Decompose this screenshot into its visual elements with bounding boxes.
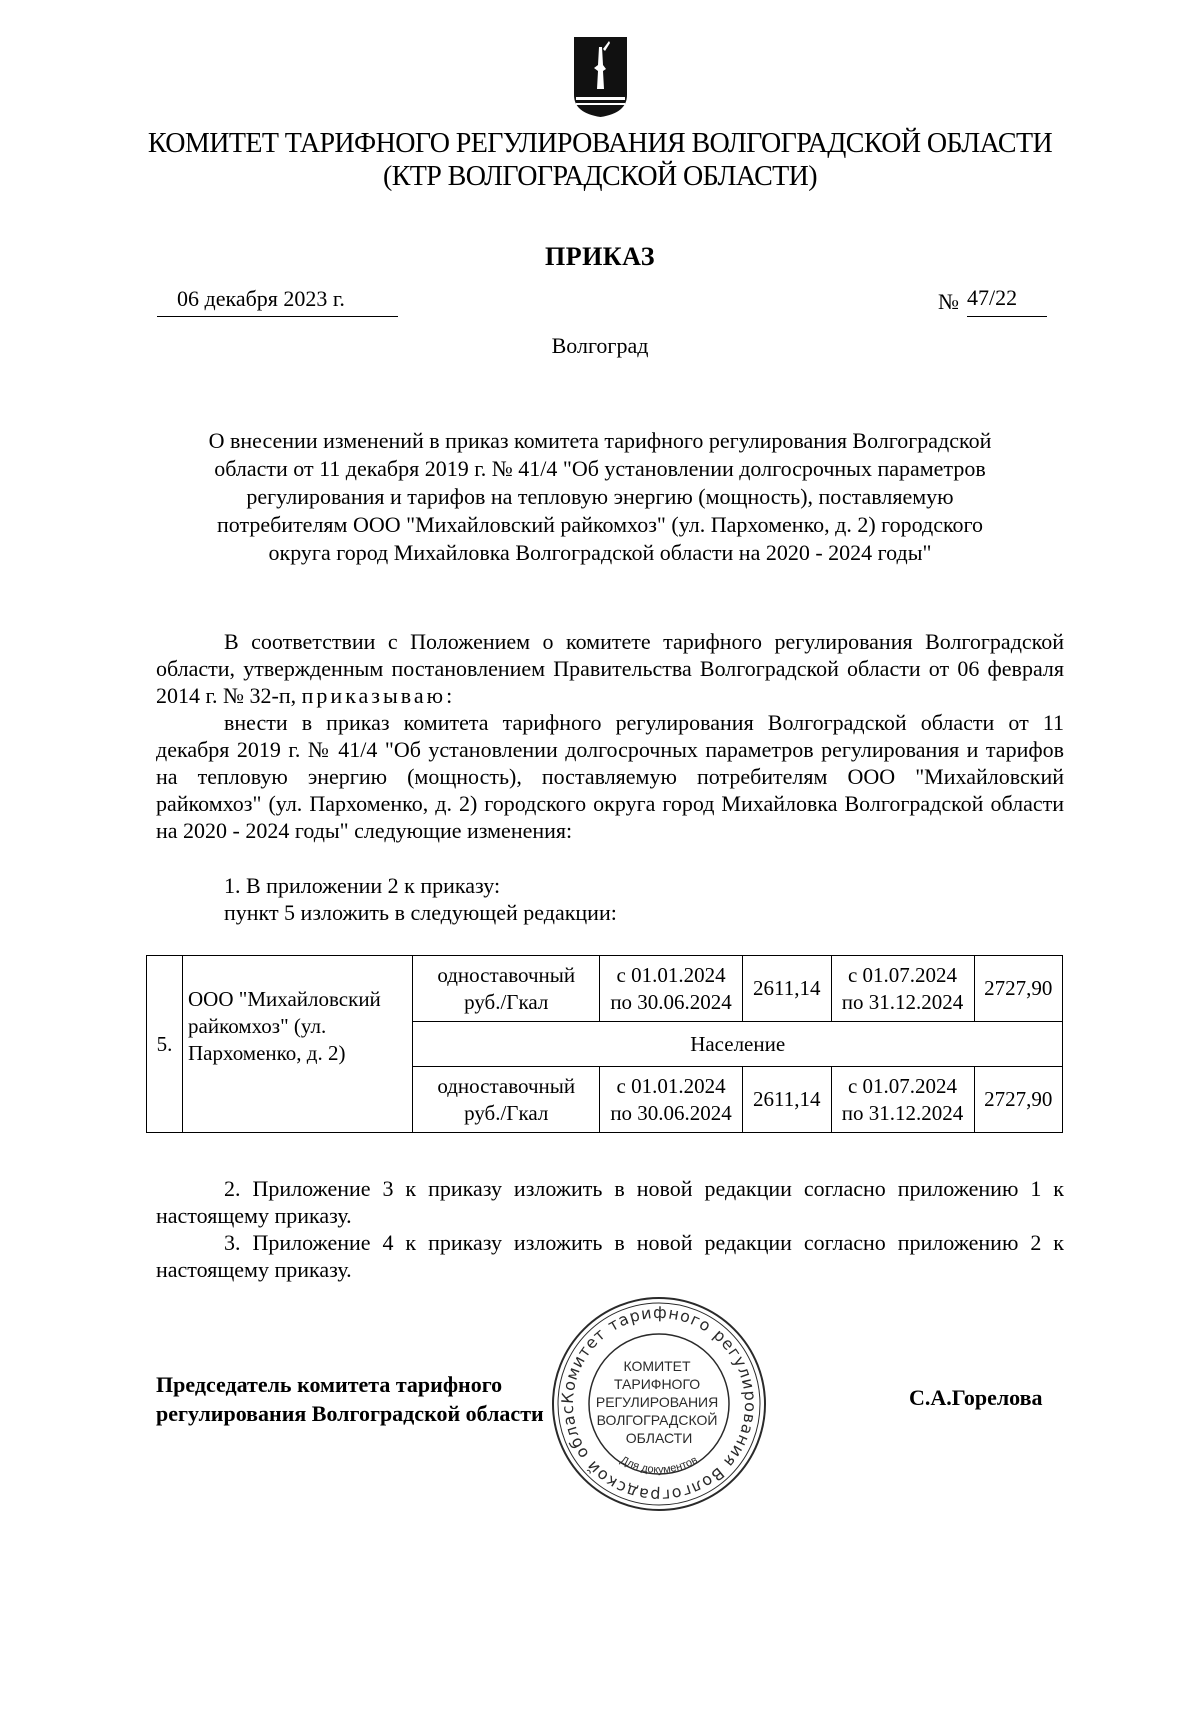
city: Волгоград: [551, 333, 649, 358]
period-to: по 30.06.2024: [610, 989, 732, 1014]
subject-line: регулирования и тарифов на тепловую энергию (мощность), поставляемую: [246, 484, 954, 509]
period-2-cell: [831, 1067, 974, 1133]
order-word: приказываю:: [301, 683, 456, 708]
group-label: Население: [413, 1022, 1063, 1067]
order-subject: [160, 427, 1040, 567]
period-from: с 01.07.2024: [847, 962, 958, 987]
coat-of-arms-icon: [572, 35, 629, 119]
value-1: 2611,14: [743, 1067, 831, 1133]
svg-text:КОМИТЕТ ТАРИФНОГО: [596, 1358, 722, 1446]
subject-line: области от 11 декабря 2019 г. № 41/4 "Об установлении долгосрочных параметров: [214, 456, 986, 481]
subject-line: О внесении изменений в приказ комитета тарифного регулирования Волгоградской: [208, 428, 992, 453]
stamp-bottom-text: Для документов: [618, 1454, 700, 1477]
organization-name: КОМИТЕТ ТАРИФНОГО РЕГУЛИРОВАНИЯ ВОЛГОГРАДСКОЙ ОБЛАСТИ: [147, 128, 1053, 159]
official-stamp: [548, 1293, 770, 1515]
page-title: ПРИКАЗ: [544, 242, 656, 271]
period-from: с 01.01.2024: [616, 962, 726, 987]
tariff-type: одноставочный: [437, 1073, 576, 1098]
change-intro-paragraph: внести в приказ комитета тарифного регулирования Волгоградской области от 11 декабря 2019 г. № 41/4 "Об установлении долгосрочных параметров регулирования и тарифов на тепловую энергию (мощность), поставляемую потребителям ООО "Михайловский райкомхоз" (ул. Пархоменко, д. 2) городского округа город Михайловка Волгоградской области на 2020 - 2024 годы" следующие изменения:: [156, 710, 1064, 843]
stamp-inner-line: ТАРИФНОГО: [613, 1376, 701, 1392]
signatory-name: С.А.Горелова: [909, 1385, 1043, 1410]
number-sign: №: [938, 289, 959, 314]
period-2-cell: [831, 956, 974, 1022]
tariff-unit: руб./Гкал: [464, 989, 549, 1014]
period-to: по 31.12.2024: [841, 989, 964, 1014]
stamp-outer-text: Комитет тарифного регулирования Волгоградской облас: [557, 1302, 761, 1506]
period-1-cell: [600, 1067, 743, 1133]
value-2: 2727,90: [974, 956, 1062, 1022]
item-1: 1. В приложении 2 к приказу:: [224, 873, 501, 898]
tariff-type: одноставочный: [437, 962, 576, 987]
item-2: 2. Приложение 3 к приказу изложить в новой редакции согласно приложению 1 к настоящему приказу.: [156, 1176, 1064, 1228]
period-1-cell: [600, 956, 743, 1022]
stamp-inner-line: РЕГУЛИРОВАНИЯ: [595, 1394, 719, 1410]
value-2: 2727,90: [974, 1067, 1062, 1133]
subject-line: потребителям ООО "Михайловский райкомхоз" (ул. Пархоменко, д. 2) городского: [216, 512, 984, 537]
intro-paragraph: [156, 628, 1064, 709]
stamp-inner-line: КОМИТЕТ: [623, 1358, 691, 1374]
row-number: 5.: [147, 956, 183, 1133]
position-line: регулирования Волгоградской области: [156, 1401, 544, 1426]
stamp-inner-line: ОБЛАСТИ: [625, 1430, 693, 1446]
table-row: [147, 956, 1063, 1022]
stamp-inner-line: ВОЛГОГРАДСКОЙ: [596, 1412, 718, 1428]
tariff-type-cell: [413, 956, 600, 1022]
period-from: с 01.07.2024: [847, 1073, 958, 1098]
value-1: 2611,14: [743, 956, 831, 1022]
tariff-type-cell: [413, 1067, 600, 1133]
order-number: 47/22: [967, 285, 1047, 317]
signatory-position: [156, 1370, 544, 1428]
item-3: 3. Приложение 4 к приказу изложить в новой редакции согласно приложению 2 к настоящему приказу.: [156, 1230, 1064, 1282]
position-line: Председатель комитета тарифного: [156, 1372, 503, 1397]
organization-short-name: (КТР ВОЛГОГРАДСКОЙ ОБЛАСТИ): [382, 161, 817, 192]
period-to: по 31.12.2024: [841, 1100, 964, 1125]
subject-line: округа город Михайловка Волгоградской области на 2020 - 2024 годы": [268, 540, 932, 565]
svg-text:Для документов: [618, 1454, 699, 1476]
organization-cell: ООО "Михайловский райкомхоз" (ул. Пархоменко, д. 2): [183, 956, 413, 1133]
item-1-sub: пункт 5 изложить в следующей редакции:: [224, 900, 617, 925]
order-date: 06 декабря 2023 г.: [157, 286, 398, 317]
intro-text: В соответствии с Положением о комитете тарифного регулирования Волгоградской области, утвержденным постановлением Правительства Волгоградской области от 06 февраля 2014 г. № 32-п,: [156, 629, 1064, 708]
period-from: с 01.01.2024: [616, 1073, 726, 1098]
tariff-unit: руб./Гкал: [464, 1100, 549, 1125]
tariff-table: [146, 955, 1063, 1133]
period-to: по 30.06.2024: [610, 1100, 732, 1125]
